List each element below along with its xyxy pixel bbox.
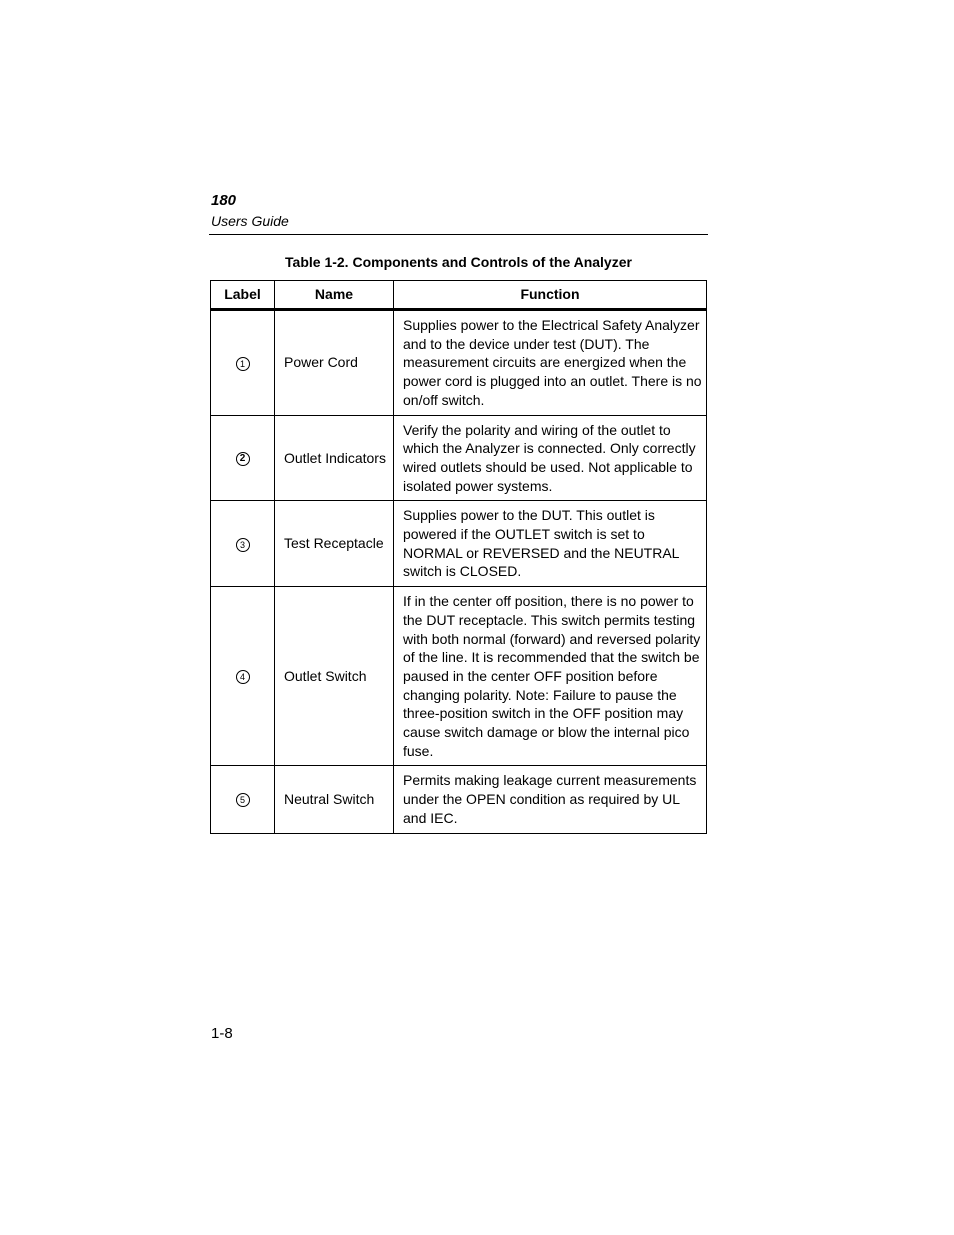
callout-number-icon: 3: [236, 538, 250, 552]
table-row: [211, 310, 707, 416]
table-row: [211, 415, 707, 501]
column-header-function: Function: [394, 281, 707, 310]
header-divider: [209, 234, 708, 235]
callout-number-icon: 2: [236, 452, 250, 466]
table-caption: Table 1-2. Components and Controls of the Analyzer: [285, 254, 632, 270]
page-header: [211, 192, 708, 230]
name-cell: Neutral Switch: [275, 766, 394, 833]
label-cell: [211, 310, 275, 416]
label-cell: [211, 415, 275, 501]
components-table: [210, 280, 707, 834]
function-cell: If in the center off position, there is no power to the DUT receptacle. This switch permits testing with both normal (forward) and reversed polarity of the line. It is recommended that the switch be paused in the center OFF position before changing polarity. Note: Failure to pause the three-position switch in the OFF position may cause switch damage or blow the internal pico fuse.: [394, 587, 707, 766]
document-subtitle: Users Guide: [211, 213, 289, 229]
table-header-row: [211, 281, 707, 310]
function-cell: Supplies power to the DUT. This outlet is powered if the OUTLET switch is set to NORMAL or REVERSED and the NEUTRAL switch is CLOSED.: [394, 501, 707, 587]
callout-number-icon: 4: [236, 670, 250, 684]
function-cell: Permits making leakage current measurements under the OPEN condition as required by UL and IEC.: [394, 766, 707, 833]
label-cell: [211, 766, 275, 833]
name-cell: Test Receptacle: [275, 501, 394, 587]
function-cell: Supplies power to the Electrical Safety Analyzer and to the device under test (DUT). The measurement circuits are energized when the power cord is plugged into an outlet. There is no on/off switch.: [394, 310, 707, 416]
name-cell: Outlet Indicators: [275, 415, 394, 501]
table-row: [211, 587, 707, 766]
column-header-label: Label: [211, 281, 275, 310]
table-row: [211, 501, 707, 587]
callout-number-icon: 1: [236, 357, 250, 371]
page-number: 1-8: [211, 1025, 233, 1042]
name-cell: Outlet Switch: [275, 587, 394, 766]
document-number: 180: [211, 192, 237, 209]
column-header-name: Name: [275, 281, 394, 310]
label-cell: [211, 501, 275, 587]
table-row: [211, 766, 707, 833]
label-cell: [211, 587, 275, 766]
callout-number-icon: 5: [236, 793, 250, 807]
function-cell: Verify the polarity and wiring of the outlet to which the Analyzer is connected. Only correctly wired outlets should be used. Not applicable to isolated power systems.: [394, 415, 707, 501]
name-cell: Power Cord: [275, 310, 394, 416]
